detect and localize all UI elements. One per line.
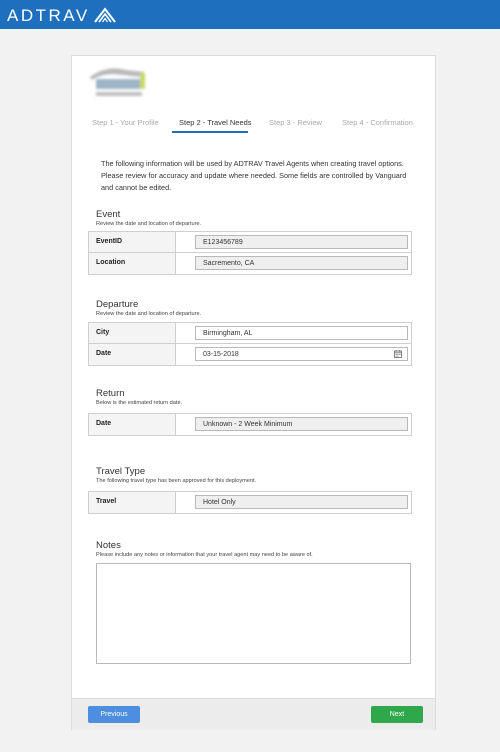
previous-button[interactable]: Previous — [88, 706, 140, 723]
event-table — [88, 231, 412, 275]
form-footer — [72, 698, 435, 730]
departure-section-title: Departure — [96, 299, 139, 310]
return-date-label: Date — [89, 414, 176, 435]
location-label: Location — [89, 253, 176, 274]
intro-text: The following information will be used by ADTRAV Travel Agents when creating travel options. Please review for accuracy and update where needed. Some fields are controlled by Vanguard and cannot be edited. — [101, 159, 407, 192]
company-logo — [86, 63, 150, 103]
step-navigation — [72, 116, 437, 132]
brand-chevron-icon — [94, 5, 116, 25]
active-step-indicator — [172, 131, 248, 133]
departure-date-input[interactable] — [195, 347, 408, 361]
event-id-field: E123456789 — [195, 235, 408, 249]
travel-label: Travel — [89, 492, 176, 513]
return-section-subtitle: Below is the estimated return date. — [96, 400, 183, 406]
table-row — [89, 253, 411, 274]
return-section-title: Return — [96, 388, 125, 399]
departure-date-value: 03-15-2018 — [203, 351, 239, 358]
step-tab-review[interactable]: Step 3 - Review — [269, 118, 322, 127]
table-row — [89, 344, 411, 365]
next-button[interactable]: Next — [371, 706, 423, 723]
calendar-icon[interactable] — [394, 350, 402, 358]
top-header-bar — [0, 0, 500, 29]
event-id-label: EventID — [89, 232, 176, 252]
location-field: Sacremento, CA — [195, 256, 408, 270]
table-row — [89, 414, 411, 435]
brand-name: ADTRAV — [7, 6, 90, 25]
city-input[interactable]: Birmingham, AL — [195, 326, 408, 340]
return-table — [88, 413, 412, 436]
table-row — [89, 492, 411, 513]
step-tab-your-profile[interactable]: Step 1 - Your Profile — [92, 118, 159, 127]
notes-section-subtitle: Please include any notes or information that your travel agent may need to be aware of. — [96, 552, 313, 558]
city-label: City — [89, 323, 176, 343]
travel-needs-card — [71, 55, 436, 730]
travel-type-field: Hotel Only — [195, 495, 408, 509]
table-row — [89, 323, 411, 344]
step-tab-confirmation[interactable]: Step 4 - Confirmation — [342, 118, 413, 127]
event-section-title: Event — [96, 209, 121, 220]
notes-section-title: Notes — [96, 540, 121, 551]
departure-table — [88, 322, 412, 366]
step-tab-travel-needs[interactable]: Step 2 - Travel Needs — [179, 118, 252, 127]
table-row — [89, 232, 411, 253]
notes-textarea[interactable] — [96, 563, 411, 664]
departure-section-subtitle: Review the date and location of departure. — [96, 311, 202, 317]
event-section-subtitle: Review the date and location of departure. — [96, 221, 202, 227]
travel-type-section-title: Travel Type — [96, 466, 146, 477]
return-date-field: Unknown - 2 Week Minimum — [195, 417, 408, 431]
departure-date-label: Date — [89, 344, 176, 365]
travel-type-table — [88, 491, 412, 514]
travel-type-section-subtitle: The following travel type has been approved for this deployment. — [96, 478, 257, 484]
